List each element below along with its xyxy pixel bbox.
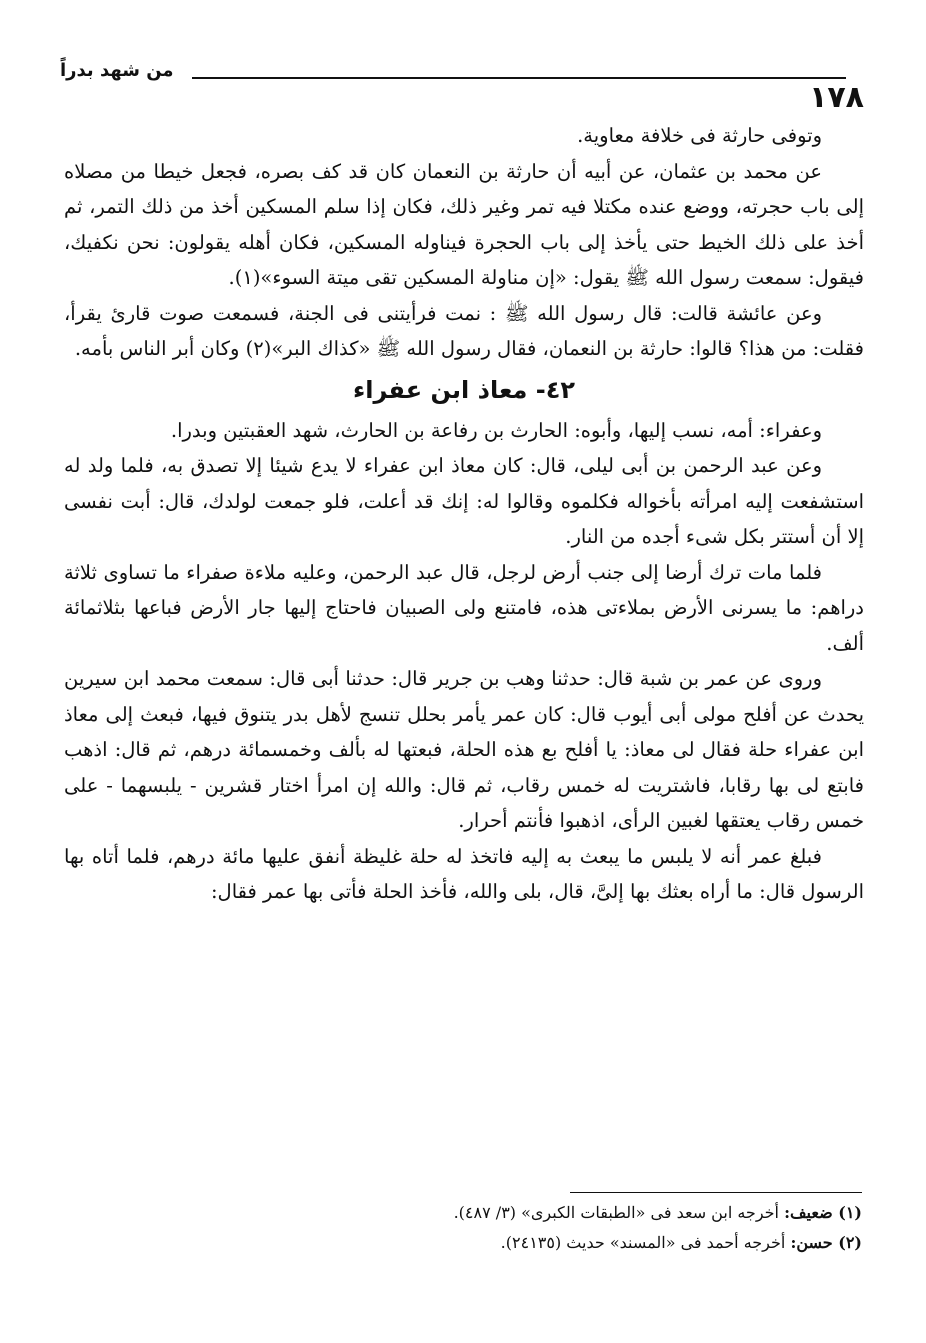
running-title: من شهد بدراً <box>60 60 174 81</box>
paragraph: وروى عن عمر بن شبة قال: حدثنا وهب بن جرير قال: حدثنا أبى قال: سمعت محمد ابن سيرين يحدث عن أفلح مولى أبى أيوب قال: كان عمر يأمر بحلل تنسج لأهل بدر يتنوق فيها، فبعث إلى معاذ ابن عفراء حلة فقال لى معاذ: يا أفلح بع هذه الحلة، فبعتها له بألف وخمسمائة درهم، ثم قال: اذهب فابتع لى بها رقابا، فاشتريت له خمس رقاب، ثم قال: والله إن امرأ اختار قشرين - يلبسهما - على خمس رقاب يعتقها لغبين الرأى، اذهبوا فأنتم أحرار. <box>64 667 864 832</box>
section-title: ٤٢- معاذ ابن عفراء <box>353 375 575 404</box>
header-rule <box>192 77 846 79</box>
paragraph: وتوفى حارثة فى خلافة معاوية. <box>577 124 822 147</box>
paragraph: وعفراء: أمه، نسب إليها، وأبوه: الحارث بن رفاعة بن الحارث، شهد العقبتين وبدرا. <box>170 418 822 442</box>
paragraph: وعن عبد الرحمن بن أبى ليلى، قال: كان معاذ ابن عفراء لا يدع شيئا إلا تصدق به، فلما ولد له استشفعت إليه امرأته بأخواله فكلموه وقالوا له: إنك قد أعلت، فلو جمعت لولدك، قال: أبت نفسى إلا أن أستتر بكل شىء أجده من النار. <box>64 454 865 548</box>
page-number: ١٧٨ <box>809 80 864 115</box>
footnote-rule <box>570 1192 862 1193</box>
body-text <box>64 118 864 910</box>
page-header <box>60 58 864 115</box>
paragraph: فلما مات ترك أرضا إلى جنب أرض لرجل، قال عبد الرحمن، وعليه ملاءة صفراء ما تساوى ثلاثة دراهم: ما يسرنى الأرض بملاءتى هذه، فامتنع ولى الصبيان فاحتاج إليها جار الأرض فباعها بثلاثمائة ألف. <box>64 560 864 655</box>
paragraph: عن محمد بن عثمان، عن أبيه أن حارثة بن النعمان كان قد كف بصره، فجعل خيطا من مصلاه إلى باب حجرته، ووضع عنده مكتلا فيه تمر وغير ذلك، فكان إذا سلم المسكين أخذ من ذلك التمر، ثم أخذ على ذلك الخيط حتى يأخذ إلى باب الحجرة فيناوله المسكين، فكان أهله يقولون: نحن نكفيك، فيقول: سمعت رسول الله ﷺ يقول: «إن مناولة المسكين تقى ميتة السوء»(١). <box>64 159 864 289</box>
footnote-label: (٢) حسن: <box>790 1233 862 1252</box>
footnote-text: أخرجه ابن سعد فى «الطبقات الكبرى» (٣/ ٤٨٧). <box>453 1203 779 1222</box>
footnotes <box>64 1198 862 1258</box>
footnote-label: (١) ضعيف: <box>784 1203 862 1222</box>
paragraph: وعن عائشة قالت: قال رسول الله ﷺ : نمت فرأيتنى فى الجنة، فسمعت صوت قارئ يقرأ، فقلت: من هذا؟ قالوا: حارثة بن النعمان، فقال رسول الله ﷺ «كذاك البر»(٢) وكان أبر الناس بأمه. <box>64 301 864 360</box>
footnote <box>64 1198 862 1228</box>
paragraph: فبلغ عمر أنه لا يلبس ما يبعث به إليه فاتخذ له حلة غليظة أنفق عليها مائة درهم، فلما أتاه بها الرسول قال: ما أراه بعثك بها إلىَّ، قال، بلى والله، فأخذ الحلة فأتى بها عمر فقال: <box>64 844 864 903</box>
footnote-text: أخرجه أحمد فى «المسند» حديث (٢٤١٣٥). <box>500 1233 786 1252</box>
footnote <box>64 1228 862 1258</box>
